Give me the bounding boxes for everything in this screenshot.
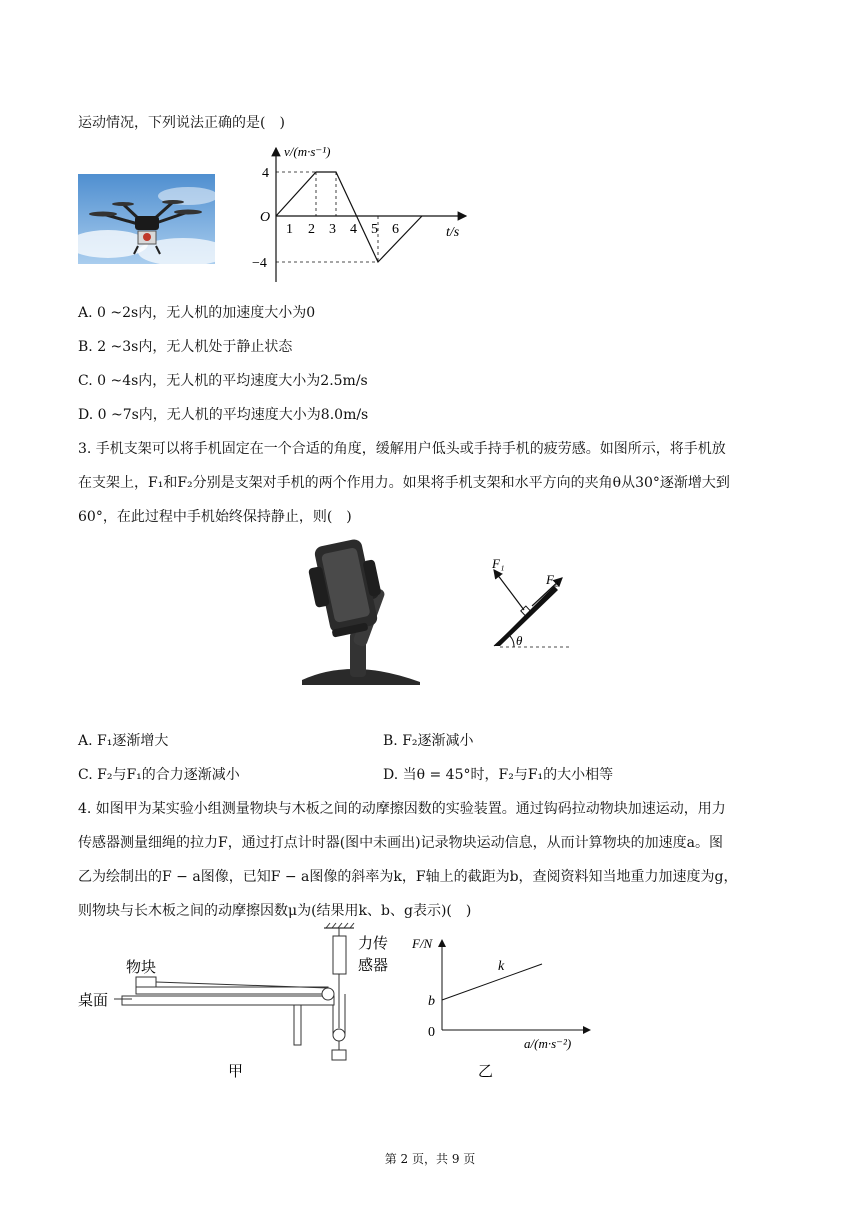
block-label: 物块 <box>126 960 157 976</box>
velocity-line <box>276 172 422 262</box>
q2-option-c: C. 0 ~4s内，无人机的平均速度大小为2.5m/s <box>78 373 368 389</box>
f2-label: F₂ <box>546 572 559 587</box>
q2-option-b: B. 2 ~3s内，无人机处于静止状态 <box>78 339 293 355</box>
force-diagram <box>470 548 580 658</box>
q3-option-c: C. F₂与F₁的合力逐渐减小 <box>78 767 240 783</box>
apparatus-figure <box>74 920 404 1080</box>
fa-y-label: F/N <box>412 936 433 951</box>
q2-stem: 运动情况，下列说法正确的是( ) <box>78 115 285 131</box>
x-axis-label: t/s <box>446 225 460 240</box>
block <box>136 977 156 987</box>
f-a-graph <box>412 932 602 1082</box>
q3-stem-line2: 在支架上，F₁和F₂分别是支架对手机的两个作用力。如果将手机支架和水平方向的夹角θ从30°逐渐增大到 <box>78 475 730 491</box>
y-axis-label: v/(m·s⁻¹) <box>284 144 331 159</box>
x-tick-5: 5 <box>371 222 378 237</box>
fa-origin-label: 0 <box>428 1025 435 1040</box>
desk-label: 桌面 <box>78 993 109 1009</box>
force-sensor <box>333 936 346 974</box>
q4-stem-line3: 乙为绘制出的F − a图像，已知F − a图像的斜率为k，F轴上的截距为b，查阅资料知当地重力加速度为g， <box>78 869 738 885</box>
sensor-label-line1: 力传 <box>358 936 389 952</box>
y-tick-neg4: −4 <box>252 256 267 271</box>
page-footer: 第 2 页，共 9 页 <box>384 1152 476 1166</box>
velocity-time-graph <box>240 140 480 290</box>
q2-option-d: D. 0 ~7s内，无人机的平均速度大小为8.0m/s <box>78 407 369 423</box>
q3-option-d: D. 当θ = 45°时，F₂与F₁的大小相等 <box>383 767 614 783</box>
q3-option-b: B. F₂逐渐减小 <box>383 733 474 749</box>
q4-stem-line2: 传感器测量细绳的拉力F，通过打点计时器(图中未画出)记录物块运动信息，从而计算物块的加速度a。图 <box>78 835 723 851</box>
y-tick-4: 4 <box>262 166 269 181</box>
drone-photo <box>78 174 215 264</box>
f1-label: F₁ <box>492 556 505 571</box>
fa-intercept-label: b <box>428 994 435 1009</box>
hook-weight <box>332 1050 346 1060</box>
theta-label: θ <box>516 633 523 648</box>
phone-holder-photo <box>292 532 427 687</box>
caption-jia: 甲 <box>228 1064 244 1080</box>
q2-option-a: A. 0 ~2s内，无人机的加速度大小为0 <box>78 305 316 321</box>
long-board <box>136 987 328 994</box>
sensor-label-line2: 感器 <box>358 958 389 974</box>
fa-slope-label: k <box>498 959 505 974</box>
x-tick-6: 6 <box>392 222 399 237</box>
caption-yi: 乙 <box>478 1064 494 1080</box>
f1-arrow <box>494 570 524 610</box>
q3-stem-line1: 3. 手机支架可以将手机固定在一个合适的角度，缓解用户低头或手持手机的疲劳感。如图所示，将手机放 <box>78 441 726 457</box>
fa-line <box>442 964 542 1000</box>
origin-label: O <box>260 210 271 225</box>
q3-stem-line3: 60°，在此过程中手机始终保持静止，则( ) <box>78 509 352 525</box>
q4-stem-line1: 4. 如图甲为某实验小组测量物块与木板之间的动摩擦因数的实验装置。通过钩码拉动物块加速运动，用力 <box>78 801 726 817</box>
x-tick-2: 2 <box>308 222 315 237</box>
x-tick-4: 4 <box>350 222 357 237</box>
x-tick-3: 3 <box>329 222 336 237</box>
table-top <box>122 996 334 1005</box>
q3-option-a: A. F₁逐渐增大 <box>78 733 169 749</box>
x-tick-1: 1 <box>286 222 293 237</box>
q4-stem-line4: 则物块与长木板之间的动摩擦因数μ为(结果用k、b、g表示)( ) <box>78 903 472 919</box>
fa-x-label: a/(m·s⁻²) <box>524 1036 572 1051</box>
